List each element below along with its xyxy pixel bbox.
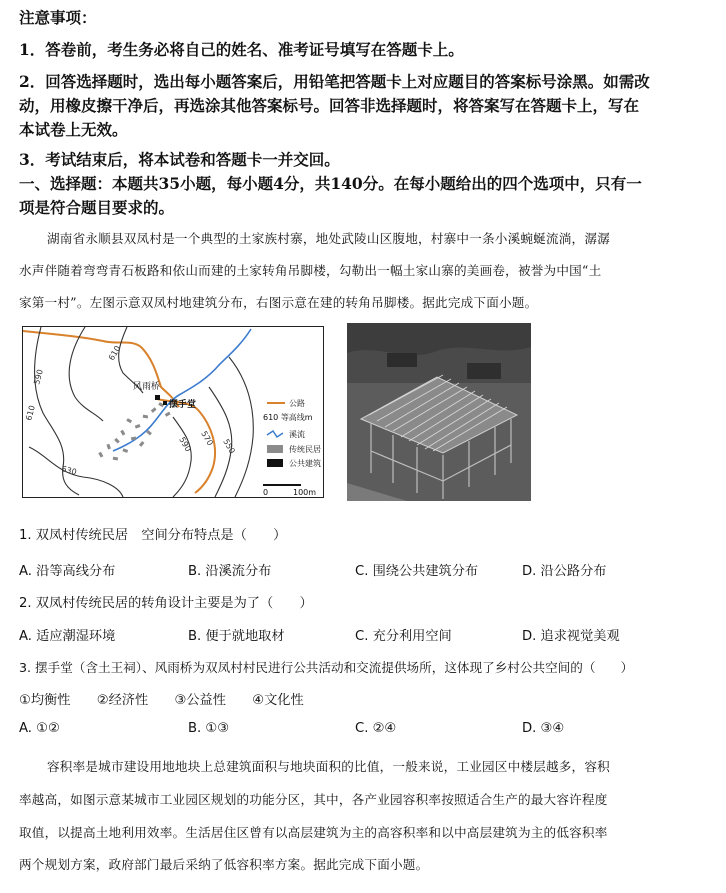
public-building-marker [163, 401, 167, 405]
stilt-house-photo [347, 323, 531, 501]
note-item-3: 3．考试结束后，将本试卷和答题卡一并交回。 [19, 150, 340, 169]
legend-house-label: 传统民居 [289, 445, 321, 454]
passage2-line4: 两个规划方案，政府部门最后采纳了低容积率方案。据此完成下面小题。 [19, 857, 429, 872]
question-3-stem: 3. 摆手堂（含土王祠）、风雨桥为双凤村村民进行公共活动和交流提供场所，这体现了乡村公共空间的（ ） [19, 660, 634, 675]
contour-label: 570 [199, 429, 215, 448]
scale-zero: 0 [263, 488, 269, 497]
q1-option-b: B. 沿溪流分布 [188, 564, 272, 579]
legend-road-label: 公路 [289, 399, 305, 408]
q1-option-d: D. 沿公路分布 [522, 564, 607, 579]
passage1-line1: 湖南省永顺县双凤村是一个典型的土家族村寨，地处武陵山区腹地，村寨中一条小溪蜿蜒流淌，潺潺 [47, 231, 610, 246]
legend-stream-swatch [267, 431, 283, 437]
map-svg [23, 327, 323, 497]
contour-label: 590 [32, 368, 45, 386]
section-title-line2: 项是符合题目要求的。 [19, 198, 175, 217]
passage2-line3: 取值，以提高土地利用效率。生活居住区曾有以高层建筑为主的高容积率和以中高层建筑为主的低容积率 [19, 825, 608, 840]
public-building-marker [155, 395, 160, 400]
place-hall-label: 摆手堂 [169, 400, 197, 410]
q1-option-a: A. 沿等高线分布 [19, 564, 116, 579]
passage2-line1: 容积率是城市建设用地地块上总建筑面积与地块面积的比值，一般来说，工业园区中楼层越多，容积 [47, 759, 610, 774]
village-map [22, 326, 324, 498]
passage1-line3: 家第一村”。左图示意双凤村地建筑分布，右图示意在建的转角吊脚楼。据此完成下面小题。 [19, 295, 538, 310]
q3-items: ①均衡性 ②经济性 ③公益性 ④文化性 [19, 693, 304, 708]
legend-house-swatch [267, 445, 283, 453]
legend-public-label: 公共建筑 [289, 459, 321, 468]
notes-heading: 注意事项： [19, 8, 97, 27]
place-bridge-label: 风雨桥 [133, 382, 161, 392]
contour-label: 630 [60, 464, 78, 477]
note-item-2-cont: 动，用橡皮擦干净后，再选涂其他答案标号。回答非选择题时，将答案写在答题卡上，写在 [19, 96, 640, 115]
contour-line [69, 327, 103, 421]
q2-option-a: A. 适应潮湿环境 [19, 629, 116, 644]
contour-line [173, 417, 191, 497]
q3-option-b: B. ①③ [188, 721, 230, 736]
contour-line [229, 357, 253, 497]
passage1-line2: 水声伴随着弯弯青石板路和依山而建的土家转角吊脚楼，勾勒出一幅土家山寨的美画卷，被誉为中国“土 [19, 263, 602, 278]
passage2-line2: 率越高，如图示意某城市工业园区规划的功能分区，其中，各产业园容积率按照适合生产的最大容许程度 [19, 792, 608, 807]
section-title-line1: 一、选择题：本题共35小题，每小题4分，共140分。在每小题给出的四个选项中，只有一 [19, 174, 642, 193]
question-1-stem: 1. 双凤村传统民居 空间分布特点是（ ） [19, 528, 287, 543]
legend-stream-label: 溪流 [289, 430, 305, 439]
q2-option-b: B. 便于就地取材 [188, 629, 285, 644]
note-item-1: 1．答卷前，考生务必将自己的姓名、准考证号填写在答题卡上。 [19, 40, 464, 59]
q1-option-c: C. 围绕公共建筑分布 [355, 564, 479, 579]
contour-label: 590 [177, 435, 193, 454]
stilt-house-photo-svg [347, 323, 531, 501]
traditional-houses [98, 402, 170, 460]
contour-label: 550 [221, 437, 237, 456]
legend-contour-label: 610 等高线m [263, 413, 313, 422]
legend-public-swatch [267, 459, 283, 467]
note-item-2: 2．回答选择题时，选出每小题答案后，用铅笔把答题卡上对应题目的答案标号涂黑。如需改 [19, 72, 650, 91]
q2-option-c: C. 充分利用空间 [355, 629, 452, 644]
map-legend [263, 398, 321, 468]
q3-option-c: C. ②④ [355, 721, 397, 736]
scale-distance: 100m [293, 488, 317, 497]
contour-label: 610 [106, 344, 123, 362]
q3-option-d: D. ③④ [522, 721, 565, 736]
q2-option-d: D. 追求视觉美观 [522, 629, 620, 644]
contour-label: 610 [24, 404, 37, 422]
note-item-2-end: 本试卷上无效。 [19, 120, 128, 139]
question-2-stem: 2. 双凤村传统民居的转角设计主要是为了（ ） [19, 596, 313, 611]
q3-option-a: A. ①② [19, 721, 60, 736]
